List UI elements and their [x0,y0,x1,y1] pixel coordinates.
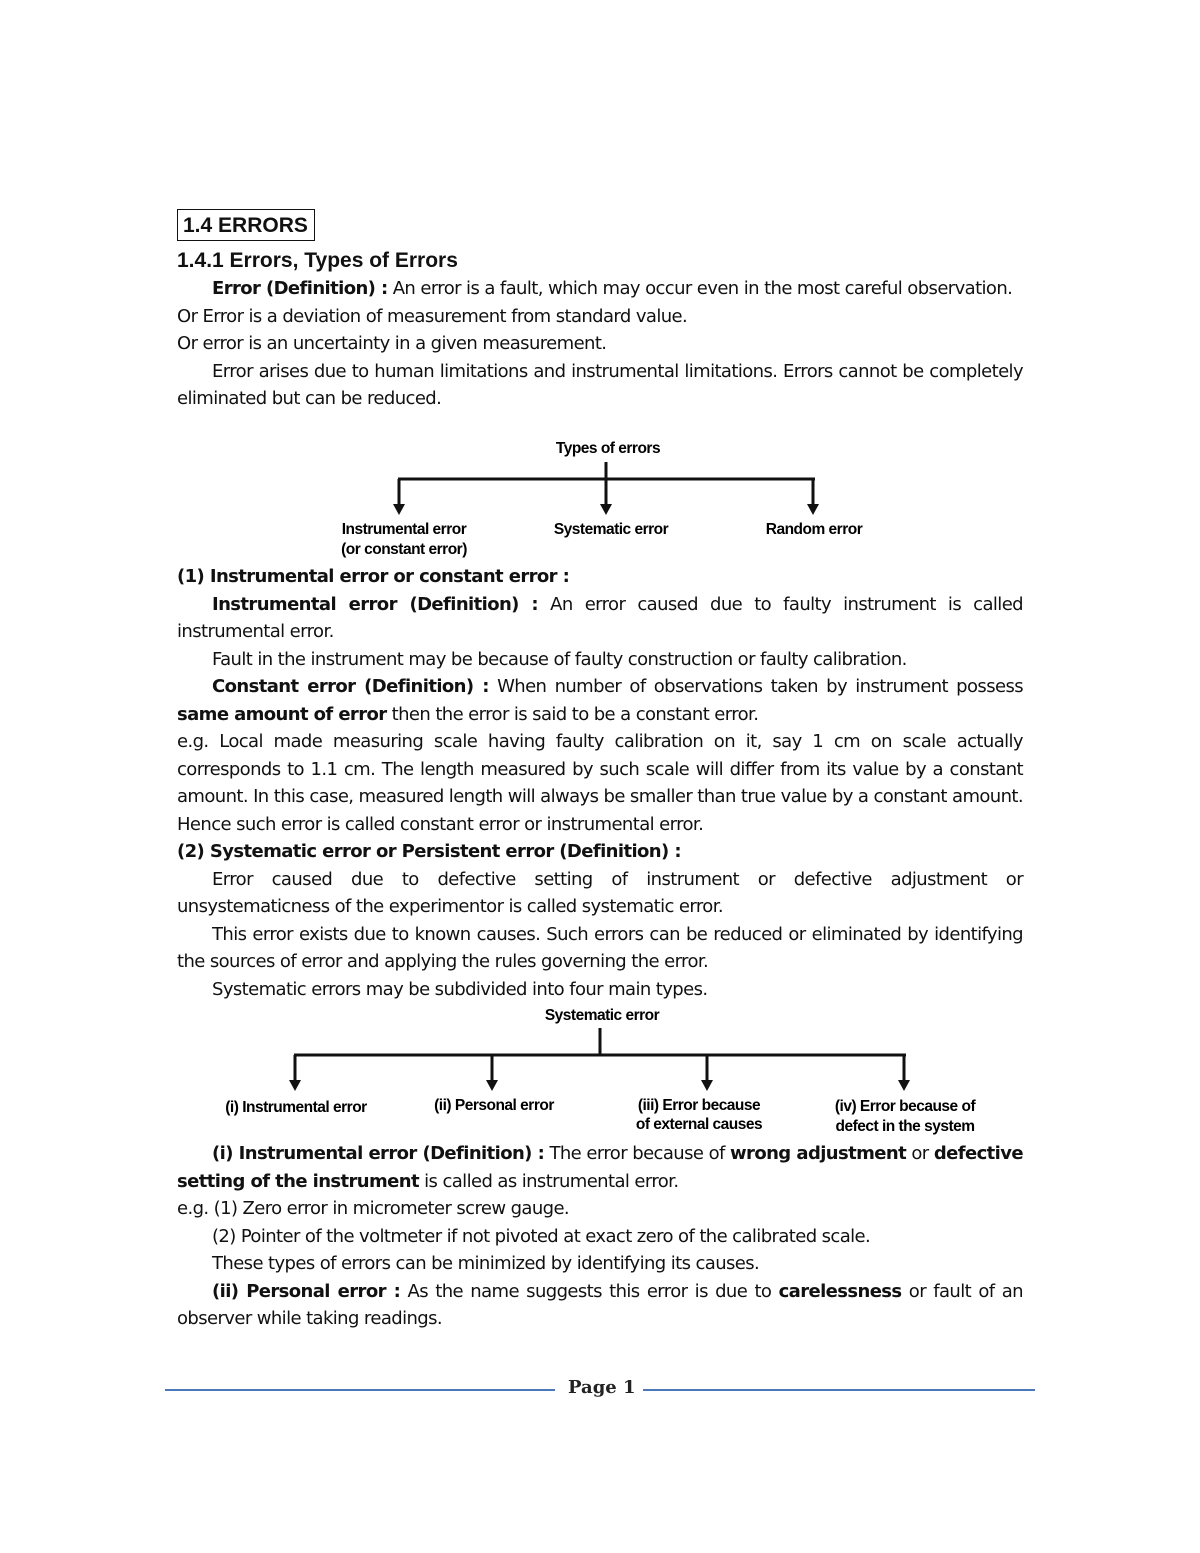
diagram2-external-sub: of external causes [635,1116,763,1133]
instrumental-definition: Instrumental error (Definition) : An error caused due to faulty instrument is called instrumental error. [177,593,1023,642]
diagram2-root: Systematic error [544,1007,660,1024]
error-arises-paragraph: Error arises due to human limitations and instrumental limitations. Errors cannot be completely eliminated but can be reduced. [177,360,1023,409]
systematic-paragraph-2: This error exists due to known causes. Such errors can be reduced or eliminated by identifying the sources of error and applying the rules governing the error. [177,923,1023,972]
subtypes-block [177,1140,1023,1333]
section-title: 1.4 ERRORS [177,209,315,241]
diagram2-defect: (iv) Error because of [834,1098,976,1115]
systematic-heading: (2) Systematic error or Persistent error (Definition) : [177,841,681,862]
error-definition: Error (Definition) : An error is a fault, which may occur even in the most careful observation. [212,278,1013,299]
personal-error-definition: (ii) Personal error : As the name suggests this error is due to carelessness or fault of an observer while taking readings. [177,1280,1023,1329]
example-2: (2) Pointer of the voltmeter if not pivoted at exact zero of the calibrated scale. [212,1225,871,1247]
footer-line-right [643,1389,1035,1391]
error-definition-label: Error (Definition) : [212,278,388,299]
diagram2-defect-sub: defect in the system [835,1118,975,1135]
diagram1-instrumental: Instrumental error [341,521,467,538]
diagram1-instrumental-sub: (or constant error) [341,541,467,558]
footer-line-left [165,1389,555,1391]
diagram2-external: (iii) Error because [637,1097,761,1114]
systematic-paragraph-1: Error caused due to defective setting of instrument or defective adjustment or unsystematicness of the experimentor is called systematic error. [177,868,1023,917]
systematic-paragraph-3: Systematic errors may be subdivided into four main types. [212,978,708,1000]
diagram2-instrumental: (i) Instrumental error [225,1099,367,1116]
error-alt-definition-1: Or Error is a deviation of measurement from standard value. [177,305,688,327]
constant-error-label: Constant error (Definition) : [212,676,489,697]
example-1: e.g. (1) Zero error in micrometer screw gauge. [177,1198,570,1219]
error-types-block [177,563,1023,1003]
subsection-title: 1.4.1 Errors, Types of Errors [177,249,458,272]
constant-error-definition: Constant error (Definition) : When number of observations taken by instrument possess same amount of error then the error is said to be a constant error. [177,676,1023,725]
diagram1-root: Types of errors [555,440,661,457]
page-number: Page 1 [568,1377,636,1398]
instrumental-subtype-definition: (i) Instrumental error (Definition) : The error because of wrong adjustment or defective setting of the instrument is called as instrumental error. [177,1143,1023,1192]
instrumental-fault: Fault in the instrument may be because of faulty construction or faulty calibration. [212,648,907,670]
instrumental-heading: (1) Instrumental error or constant error : [177,566,570,587]
error-alt-definition-2: Or error is an uncertainty in a given measurement. [177,333,607,354]
diagram1-random: Random error [765,521,863,538]
diagram1-systematic: Systematic error [553,521,669,538]
minimize-note: These types of errors can be minimized by identifying its causes. [212,1253,760,1274]
instrumental-definition-label: Instrumental error (Definition) : [212,593,539,615]
diagram2-personal: (ii) Personal error [434,1097,554,1114]
constant-error-example: e.g. Local made measuring scale having faulty calibration on it, say 1 cm on scale actually corresponds to 1.1 cm. The length measured by such scale will differ from its value by a constant amount. In this case, measured length will always be smaller than true value by a constant amount. Hence such error is called constant error or instrumental error. [177,731,1023,835]
